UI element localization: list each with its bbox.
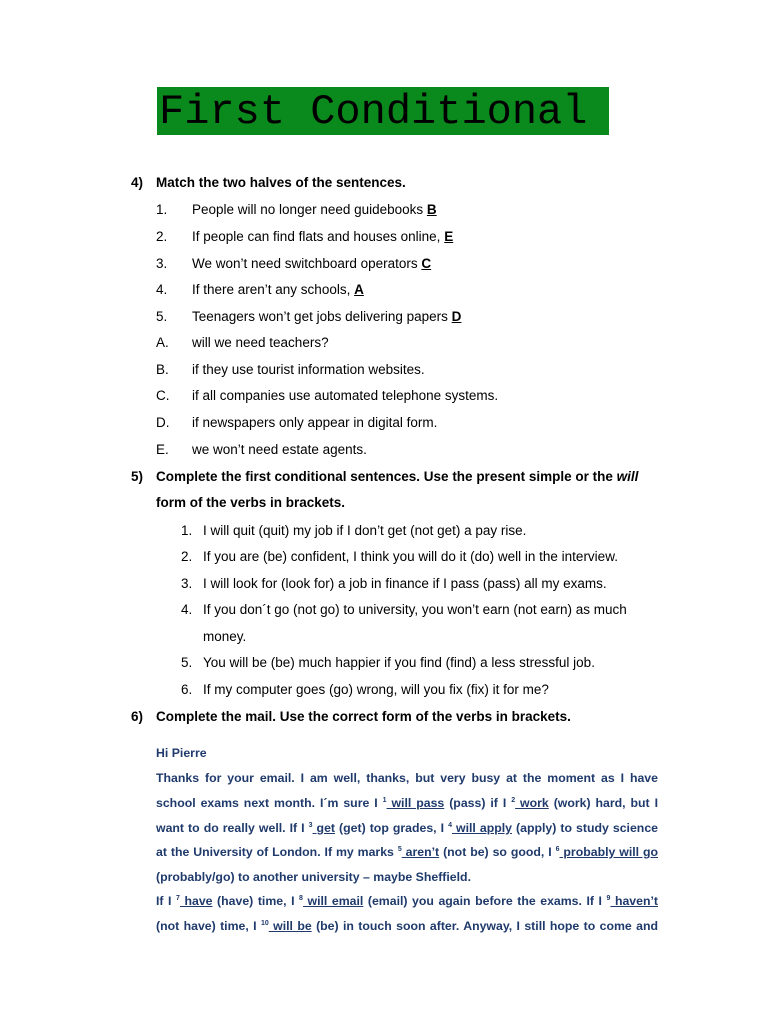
blank-number: 1 [382,796,387,804]
mail-text: Thanks for your email. I am well, thanks, but very busy at the moment as I have [156,771,658,785]
mail-text: (email) you again before the exams. If I [363,894,607,908]
option-letter: B. [156,362,169,377]
option-letter: A. [156,335,169,350]
heading-text: Complete the first conditional sentences. Use the present simple or the [156,469,617,484]
section-5-number: 5) [131,469,144,484]
mail-text: (pass) if I [444,796,512,810]
section-6-heading: Complete the mail. Use the correct form of the verbs in brackets. [156,709,571,724]
section-5-heading [156,469,638,484]
mail-answer: will pass [386,796,445,810]
blank-number: 3 [308,821,313,829]
option-letter: E. [156,442,169,457]
option-text: if they use tourist information websites. [192,362,425,377]
option-letter: C. [156,388,170,403]
match-answer: B [426,202,437,217]
match-item [192,282,364,297]
mail-text: (not have) time, I [156,919,261,933]
mail-answer: haven’t [610,894,659,908]
mail-text: school exams next month. I´m sure I [156,796,383,810]
match-item-number: 4. [156,282,168,297]
section-5-heading-cont: form of the verbs in brackets. [156,495,346,510]
option-text: if all companies use automated telephone systems. [192,388,499,403]
match-item-text: Teenagers won’t get jobs delivering papers [192,309,452,324]
option-text: will we need teachers? [192,335,329,350]
sentence-text: I will look for (look for) a job in finance if I pass (pass) all my exams. [203,576,607,591]
blank-number: 6 [555,845,560,853]
blank-number: 9 [606,894,611,902]
mail-answer: will be [268,919,312,933]
sentence-number: 5. [181,655,193,670]
section-4-number: 4) [131,175,144,190]
match-item-text: If people can find flats and houses online, [192,229,445,244]
mail-text: If I [156,894,177,908]
match-answer: E [444,229,454,244]
sentence-text: If you don´t go (not go) to university, you won’t earn (not earn) as much [203,602,627,617]
sentence-number: 6. [181,682,193,697]
blank-number: 7 [176,894,180,902]
match-item [192,202,437,217]
match-item-number: 1. [156,202,168,217]
match-item-text: People will no longer need guidebooks [192,202,427,217]
mail-line: (probably/go) to another university – maybe Sheffield. [156,870,471,884]
mail-text: (work) hard, but I [548,796,659,810]
mail-text: at the University of London. If my marks [156,845,398,859]
sentence-text: If you are (be) confident, I think you will do it (do) well in the interview. [203,549,618,564]
mail-line [156,796,658,810]
match-item-number: 2. [156,229,168,244]
match-item-text: If there aren’t any schools, [192,282,355,297]
sentence-text: I will quit (quit) my job if I don’t get (not get) a pay rise. [203,523,527,538]
mail-text: (have) time, I [212,894,300,908]
mail-answer: probably will go [559,845,659,859]
blank-number: 4 [448,821,452,829]
mail-line [156,894,658,908]
match-item [192,256,431,271]
sentence-text: money. [203,629,247,644]
sentence-text: If my computer goes (go) wrong, will you fix (fix) it for me? [203,682,549,697]
mail-line [156,771,658,785]
option-letter: D. [156,415,170,430]
sentence-number: 4. [181,602,193,617]
mail-line [156,919,658,933]
sentence-number: 1. [181,523,193,538]
mail-answer: have [179,894,213,908]
mail-text: (be) in touch soon after. Anyway, I still hope to come and [311,919,658,933]
mail-answer: will email [302,894,364,908]
page-title: First Conditional [157,87,609,135]
section-6-number: 6) [131,709,144,724]
mail-line [156,845,658,859]
sentence-number: 3. [181,576,193,591]
match-item-text: We won’t need switchboard operators [192,256,422,271]
blank-number: 5 [397,845,402,853]
mail-text: (get) top grades, I [335,821,449,835]
option-text: we won’t need estate agents. [192,442,367,457]
mail-answer: work [515,796,549,810]
sentence-text: You will be (be) much happier if you find (find) a less stressful job. [203,655,595,670]
blank-number: 10 [260,919,269,927]
mail-answer: will apply [452,821,513,835]
mail-text: want to do really well. If I [156,821,309,835]
match-item-number: 3. [156,256,168,271]
mail-text: (not be) so good, I [439,845,556,859]
mail-greeting: Hi Pierre [156,746,207,760]
mail-line [156,821,658,835]
mail-text: (apply) to study science [512,821,658,835]
heading-italic: will [616,469,639,484]
sentence-number: 2. [181,549,193,564]
match-item [192,229,453,244]
blank-number: 8 [299,894,303,902]
section-4-heading: Match the two halves of the sentences. [156,175,406,190]
match-item-number: 5. [156,309,168,324]
match-item [192,309,461,324]
match-answer: D [451,309,462,324]
mail-answer: aren’t [401,845,440,859]
option-text: if newspapers only appear in digital form. [192,415,438,430]
mail-answer: get [312,821,335,835]
match-answer: A [354,282,364,297]
match-answer: C [421,256,432,271]
blank-number: 2 [511,796,516,804]
